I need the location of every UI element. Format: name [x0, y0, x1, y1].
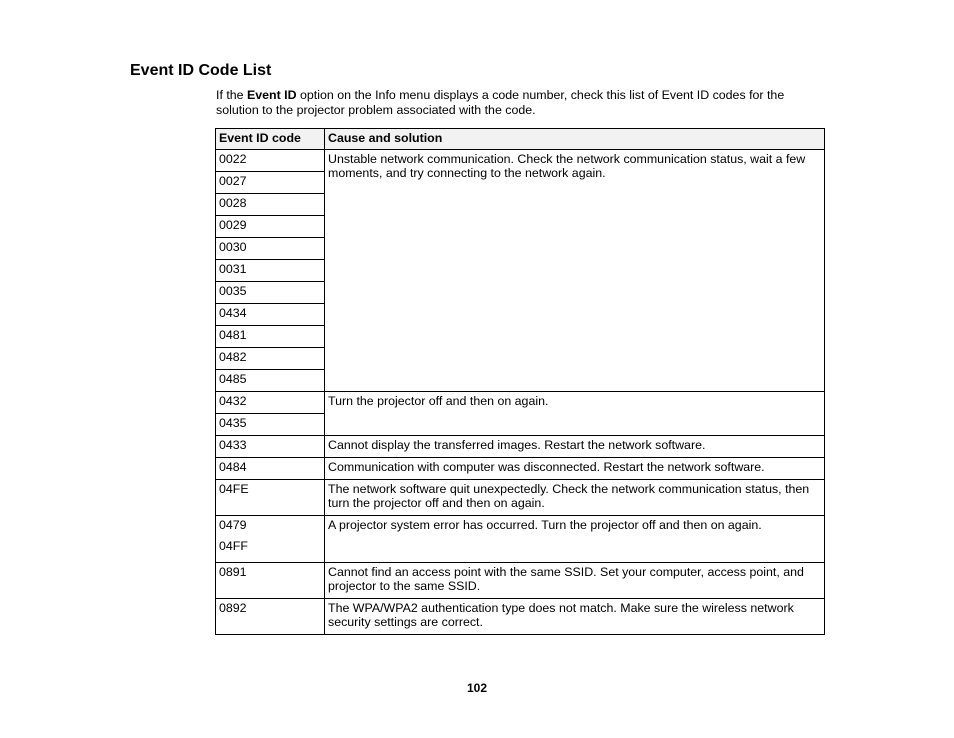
- intro-suffix: option on the Info menu displays a code number, check this list of Event ID codes for the solution to the projector problem associated with the code.: [216, 88, 785, 117]
- table-row: [216, 150, 825, 172]
- event-code-cell: 0433: [216, 436, 325, 458]
- intro-bold-term: Event ID: [247, 88, 297, 102]
- event-code-cell: 0482: [216, 348, 325, 370]
- event-code-cell: 0434: [216, 304, 325, 326]
- event-id-table: [215, 128, 825, 635]
- solution-cell: Unstable network communication. Check the network communication status, wait a few moments, and try connecting to the network again.: [325, 150, 825, 392]
- event-code-cell: 0028: [216, 194, 325, 216]
- table-row: [216, 392, 825, 414]
- table-header-row: [216, 129, 825, 150]
- table-row: [216, 563, 825, 599]
- table-row: [216, 458, 825, 480]
- event-code-cell: 0485: [216, 370, 325, 392]
- event-code: 0479: [219, 518, 247, 532]
- event-code-cell: 0891: [216, 563, 325, 599]
- event-code-cell: 0432: [216, 392, 325, 414]
- event-code-cell: 0022: [216, 150, 325, 172]
- header-cause-and-solution: Cause and solution: [325, 129, 825, 150]
- solution-cell: The WPA/WPA2 authentication type does not match. Make sure the wireless network security settings are correct.: [325, 599, 825, 635]
- event-code-cell: 0484: [216, 458, 325, 480]
- solution-cell: The network software quit unexpectedly. Check the network communication status, then turn the projector off and then on again.: [325, 480, 825, 516]
- solution-cell: Turn the projector off and then on again.: [325, 392, 825, 436]
- event-code-cell: 0031: [216, 260, 325, 282]
- table-row: [216, 516, 825, 563]
- table-row: [216, 599, 825, 635]
- page-title: Event ID Code List: [130, 62, 272, 79]
- event-code-cell: 0435: [216, 414, 325, 436]
- event-code-cell: 0030: [216, 238, 325, 260]
- solution-cell: Cannot display the transferred images. Restart the network software.: [325, 436, 825, 458]
- event-code-cell: 0029: [216, 216, 325, 238]
- event-code-cell: 0892: [216, 599, 325, 635]
- intro-paragraph: [216, 88, 826, 117]
- table-row: [216, 480, 825, 516]
- event-code-cell: [216, 516, 325, 563]
- event-code-cell: 0035: [216, 282, 325, 304]
- event-code-cell: 0481: [216, 326, 325, 348]
- table-row: [216, 436, 825, 458]
- table-body: [216, 150, 825, 635]
- intro-prefix: If the: [216, 88, 247, 102]
- solution-cell: A projector system error has occurred. Turn the projector off and then on again.: [325, 516, 825, 563]
- header-event-id-code: Event ID code: [216, 129, 325, 150]
- solution-cell: Cannot find an access point with the same SSID. Set your computer, access point, and projector to the same SSID.: [325, 563, 825, 599]
- page-number: 102: [466, 681, 488, 695]
- event-code-cell: 0027: [216, 172, 325, 194]
- event-code-cell: 04FE: [216, 480, 325, 516]
- solution-cell: Communication with computer was disconnected. Restart the network software.: [325, 458, 825, 480]
- event-code: 04FF: [219, 539, 248, 553]
